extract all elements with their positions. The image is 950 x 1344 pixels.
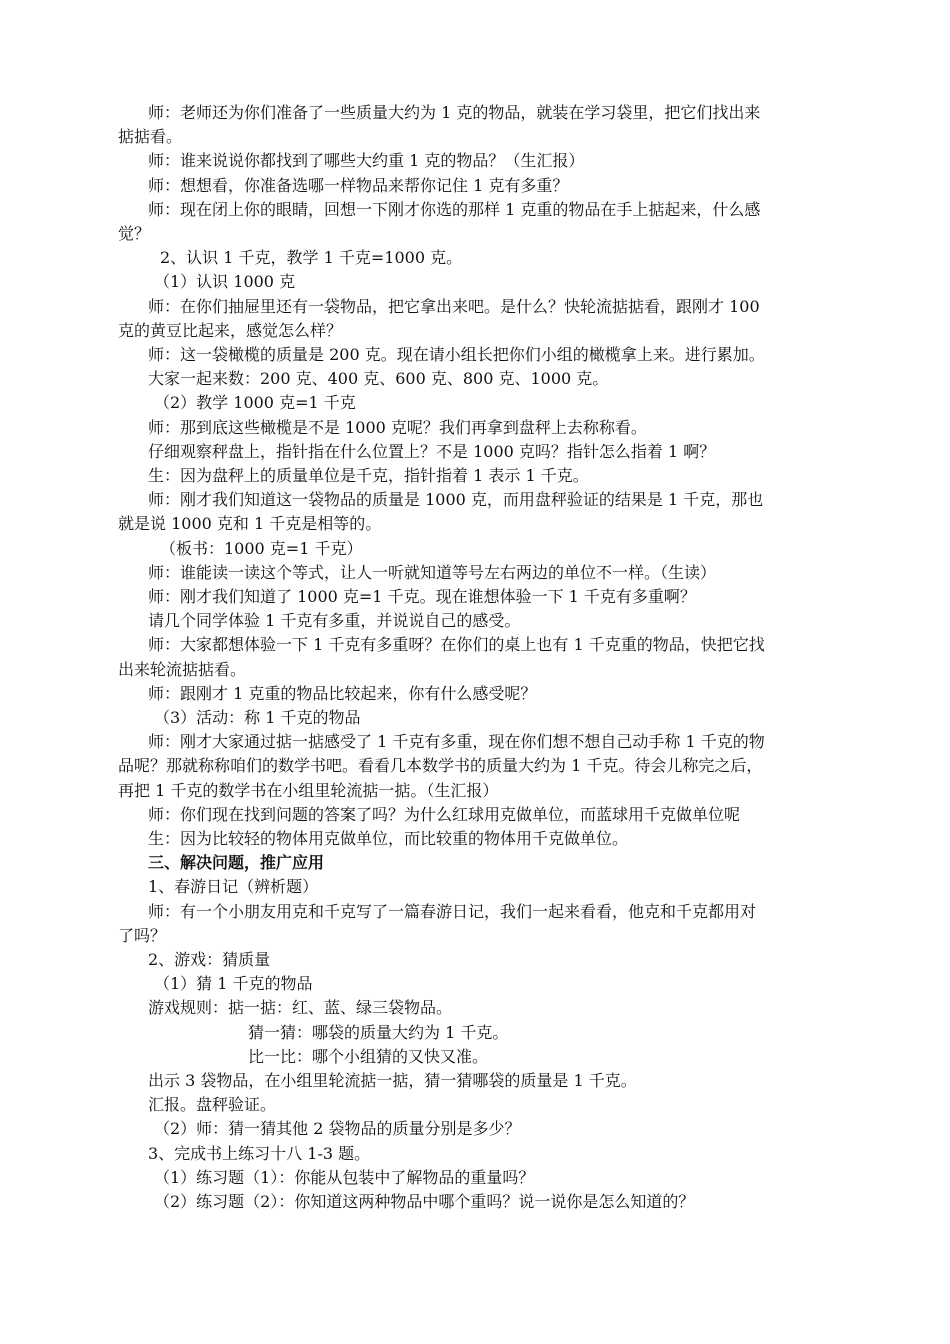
text-line: 师：谁来说说你都找到了哪些大约重 1 克的物品？（生汇报）: [148, 151, 585, 171]
text-line: 大家一起来数：200 克、400 克、600 克、800 克、1000 克。: [148, 369, 609, 389]
text-line: 汇报。盘秤验证。: [148, 1095, 277, 1115]
text-line: 生：因为盘秤上的质量单位是千克，指针指着 1 表示 1 千克。: [148, 466, 589, 485]
text-line: 师：谁能读一读这个等式，让人一听就知道等号左右两边的单位不一样。（生读）: [148, 562, 717, 582]
text-line: 就是说 1000 克和 1 千克是相等的。: [118, 514, 382, 534]
text-line: 师：老师还为你们准备了一些质量大约为 1 克的物品，就装在学习袋里，把它们找出来: [148, 103, 761, 122]
text-line: 请几个同学体验 1 千克有多重，并说说自己的感受。: [148, 611, 521, 631]
text-line: 克的黄豆比起来，感觉怎么样？: [118, 320, 343, 340]
text-line: 师：跟刚才 1 克重的物品比较起来，你有什么感受呢？: [148, 683, 537, 703]
text-line: 师：你们现在找到问题的答案了吗？为什么红球用克做单位，而蓝球用千克做单位呢: [148, 804, 741, 824]
text-line: （3）活动：称 1 千克的物品: [154, 708, 361, 727]
text-line: 觉？: [118, 224, 151, 243]
text-line: 2、认识 1 千克，教学 1 千克=1000 克。: [160, 248, 463, 268]
text-line: 师：大家都想体验一下 1 千克有多重呀？在你们的桌上也有 1 千克重的物品，快把它找: [148, 635, 765, 655]
text-line: （2）练习题（2）：你知道这两种物品中哪个重吗？说一说你是怎么知道的？: [154, 1192, 695, 1211]
text-line: 再把 1 千克的数学书在小组里轮流掂一掂。（生汇报）: [118, 780, 499, 800]
text-line: 1、春游日记（辨析题）: [148, 877, 319, 897]
text-line: 师：想想看，你准备选哪一样物品来帮你记住 1 克有多重？: [148, 175, 569, 195]
text-line: 师：这一袋橄榄的质量是 200 克。现在请小组长把你们小组的橄榄拿上来。进行累加。: [148, 345, 765, 364]
section-heading: 三、解决问题，推广应用: [148, 853, 325, 873]
text-line: 师：现在闭上你的眼睛，回想一下刚才你选的那样 1 克重的物品在手上掂起来，什么感: [148, 199, 761, 219]
text-line: 师：刚才我们知道了 1000 克=1 千克。现在谁想体验一下 1 千克有多重啊？: [148, 587, 696, 606]
text-line: （2）教学 1000 克=1 千克: [154, 393, 356, 413]
text-line: （2）师：猜一猜其他 2 袋物品的质量分别是多少？: [154, 1119, 521, 1139]
text-line: 游戏规则：掂一掂：红、蓝、绿三袋物品。: [148, 998, 453, 1018]
text-line: 比一比：哪个小组猜的又快又准。: [248, 1046, 489, 1066]
text-line: （1）猜 1 千克的物品: [154, 974, 313, 994]
text-line: 师：那到底这些橄榄是不是 1000 克呢？我们再拿到盘秤上去称称看。: [148, 417, 647, 437]
text-line: 师：有一个小朋友用克和千克写了一篇春游日记，我们一起来看看，他克和千克都用对: [148, 901, 757, 921]
text-line: 了吗？: [118, 925, 167, 945]
text-line: 猜一猜：哪袋的质量大约为 1 千克。: [248, 1022, 509, 1042]
text-line: 师：刚才我们知道这一袋物品的质量是 1000 克，而用盘秤验证的结果是 1 千克，那也: [148, 490, 764, 510]
text-line: （1）认识 1000 克: [154, 272, 296, 292]
text-line: 出来轮流掂掂看。: [118, 659, 247, 679]
text-line: （1）练习题（1）：你能从包装中了解物品的重量吗？: [154, 1167, 535, 1187]
text-line: 出示 3 袋物品，在小组里轮流掂一掂，猜一猜哪袋的质量是 1 千克。: [148, 1071, 637, 1090]
text-line: 仔细观察秤盘上，指针指在什么位置上？不是 1000 克吗？指针怎么指着 1 啊？: [148, 441, 716, 461]
text-line: 品呢？那就称称咱们的数学书吧。看看几本数学书的质量大约为 1 千克。待会儿称完之后，: [118, 756, 763, 776]
text-line: 生：因为比较轻的物体用克做单位，而比较重的物体用千克做单位。: [148, 829, 629, 848]
text-line: （板书：1000 克=1 千克）: [160, 538, 363, 558]
text-line: 师：刚才大家通过掂一掂感受了 1 千克有多重，现在你们想不想自己动手称 1 千克的物: [148, 732, 765, 752]
text-line: 师：在你们抽屉里还有一袋物品，把它拿出来吧。是什么？快轮流掂掂看，跟刚才 100: [148, 296, 760, 316]
text-line: 2、游戏：猜质量: [148, 950, 271, 969]
text-line: 掂掂看。: [118, 127, 183, 147]
text-line: 3、完成书上练习十八 1-3 题。: [148, 1143, 371, 1163]
